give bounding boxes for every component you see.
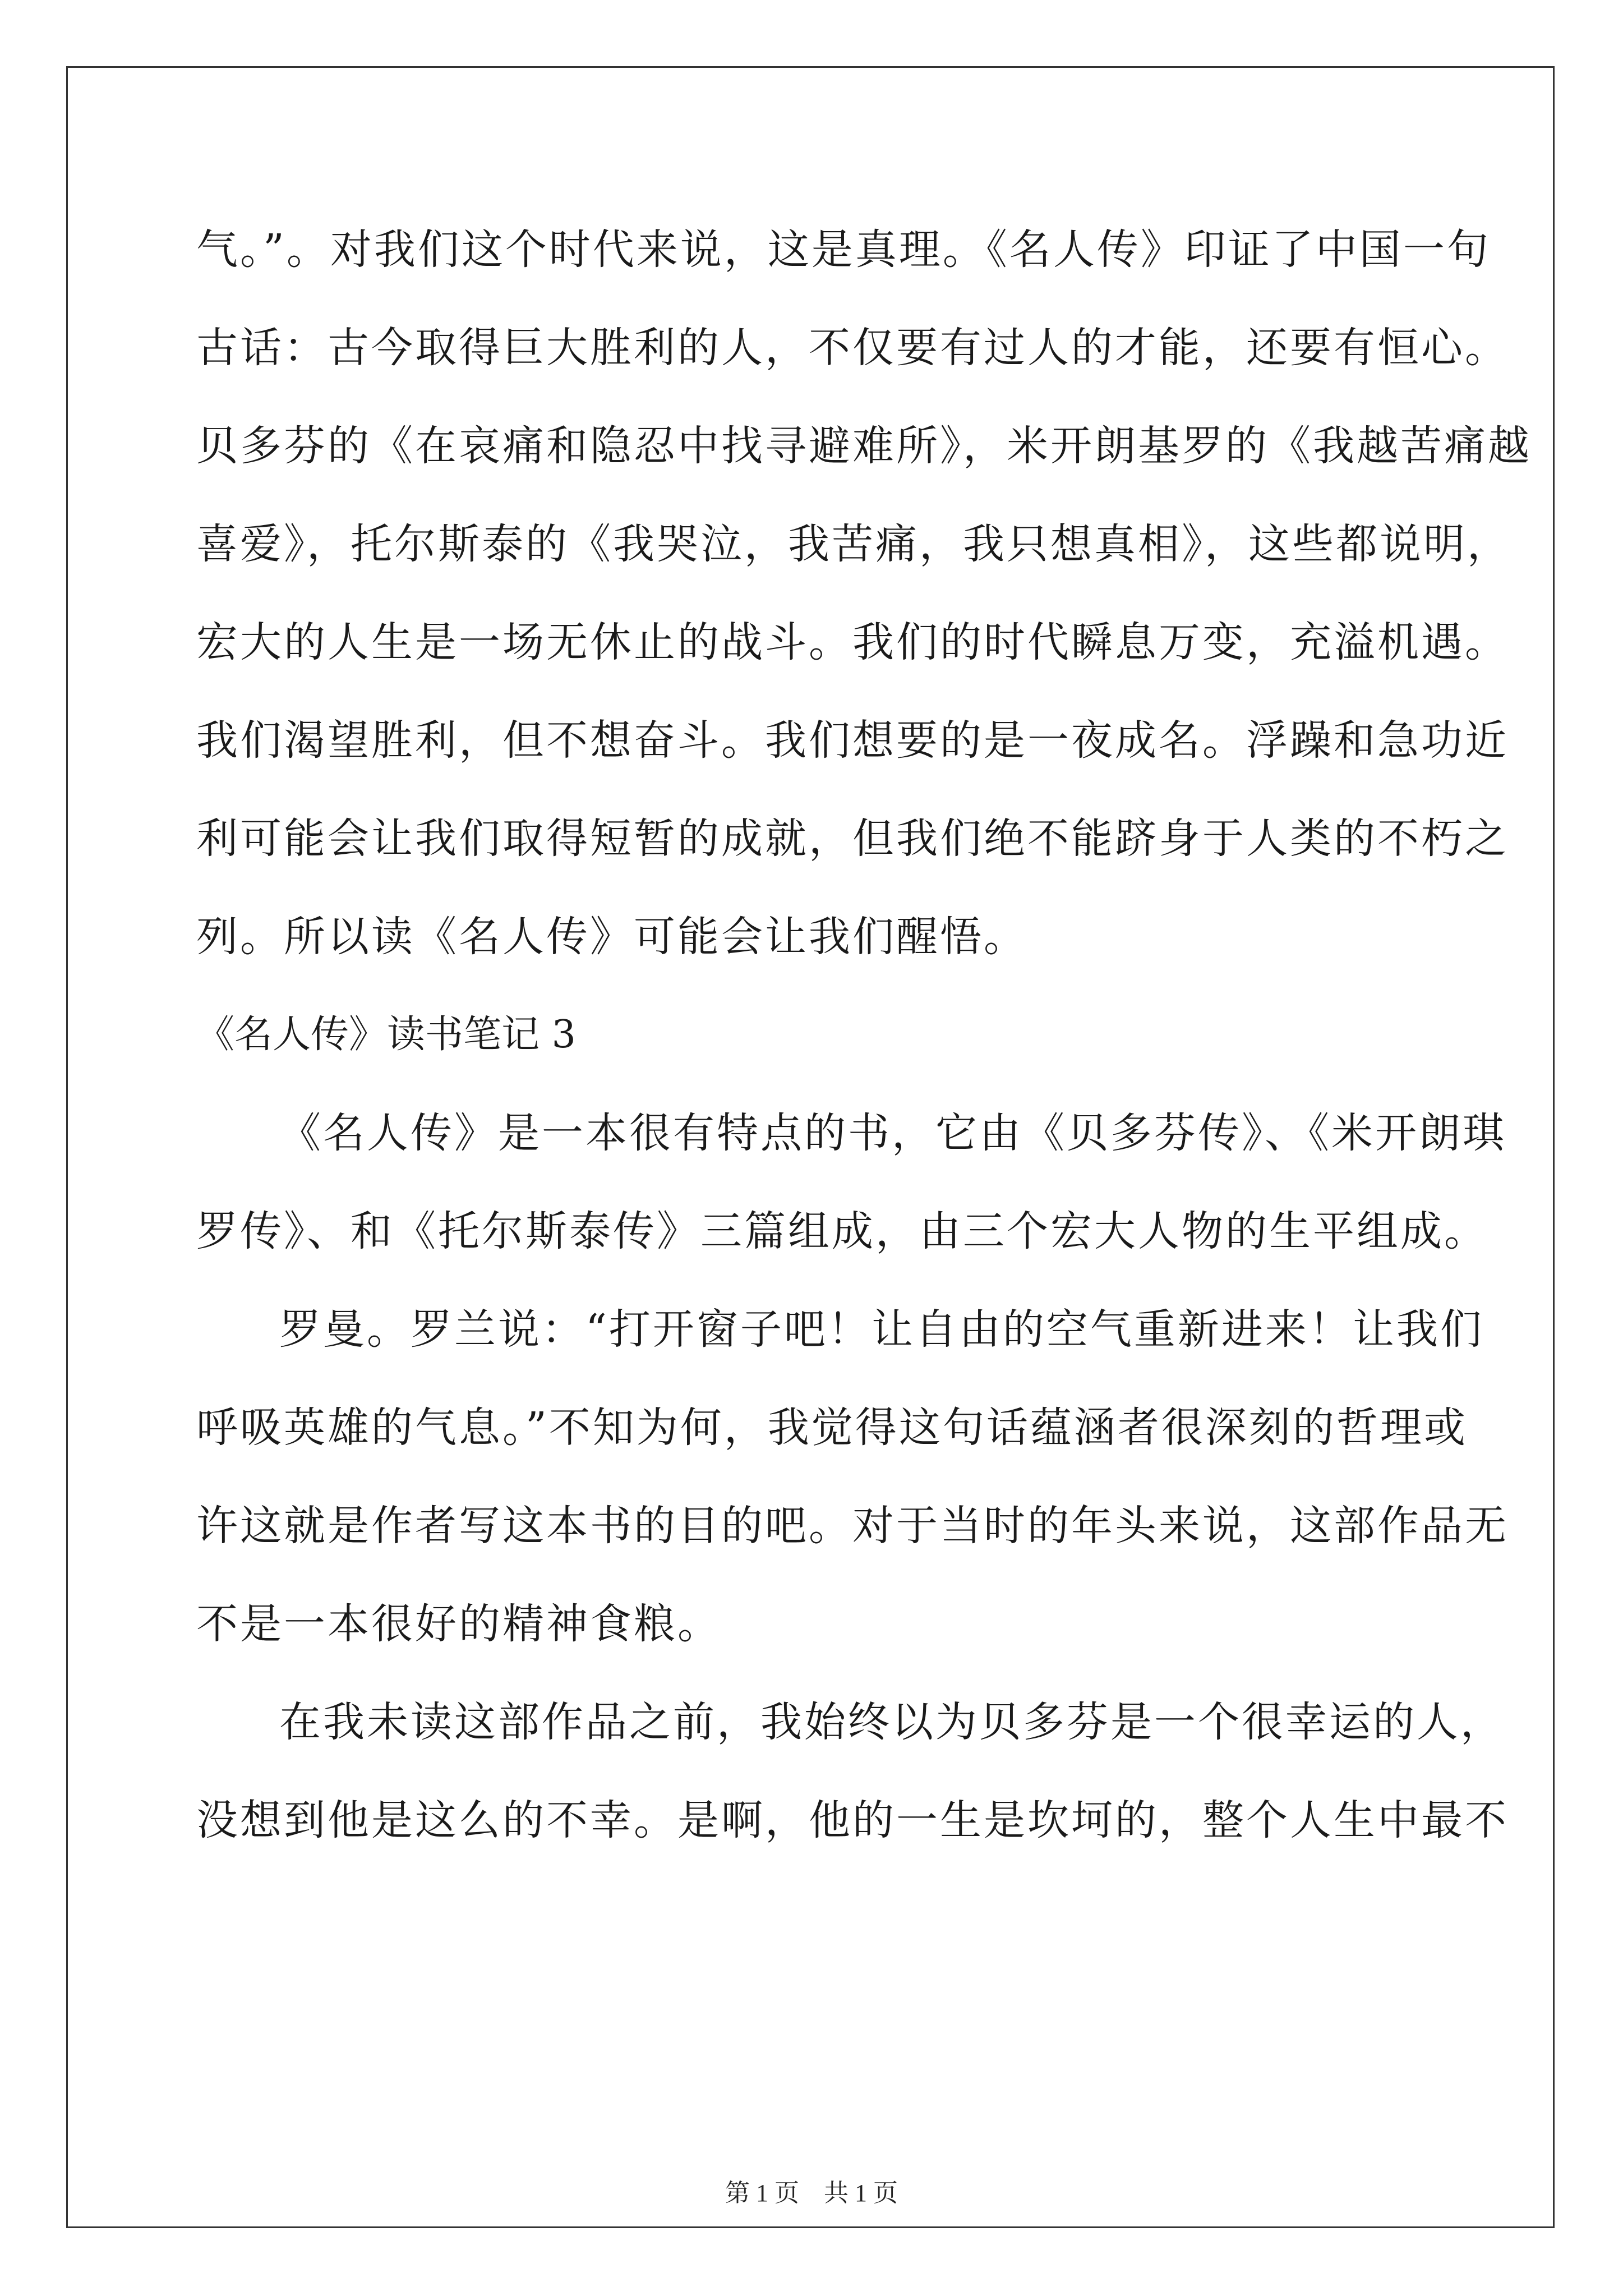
text-line: 喜爱》，托尔斯泰的《我哭泣，我苦痛，我只想真相》，这些都说明， — [196, 520, 1511, 568]
text-line: 宏大的人生是一场无休止的战斗。我们的时代瞬息万变，充溢机遇。 — [196, 618, 1509, 666]
text-line: 贝多芬的《在哀痛和隐忍中找寻避难所》，米开朗基罗的《我越苦痛越 — [196, 422, 1532, 470]
text-line: 呼吸英雄的气息。”不知为何，我觉得这句话蕴涵者很深刻的哲理或 — [196, 1404, 1468, 1452]
text-line: 《名人传》是一本很有特点的书，它由《贝多芬传》、《米开朗琪 — [279, 1109, 1506, 1157]
text-line: 罗曼。罗兰说：“打开窗子吧！让自由的空气重新进来！让我们 — [279, 1305, 1484, 1354]
page-footer: 第 1 页 共 1 页 — [725, 2179, 898, 2207]
text-line: 罗传》、和《托尔斯泰传》三篇组成，由三个宏大人物的生平组成。 — [196, 1207, 1488, 1255]
text-line: 气。”。对我们这个时代来说，这是真理。《名人传》印证了中国一句 — [196, 226, 1491, 274]
text-line: 古话：古今取得巨大胜利的人，不仅要有过人的才能，还要有恒心。 — [196, 324, 1509, 372]
text-line: 许这就是作者写这本书的目的吧。对于当时的年头来说，这部作品无 — [196, 1502, 1509, 1550]
text-line: 不是一本很好的精神食粮。 — [196, 1600, 721, 1648]
text-line: 利可能会让我们取得短暂的成就，但我们绝不能跻身于人类的不朽之 — [196, 815, 1509, 863]
text-line: 列。所以读《名人传》可能会让我们醒悟。 — [196, 913, 1027, 961]
text-line: 在我未读这部作品之前，我始终以为贝多芬是一个很幸运的人， — [279, 1698, 1504, 1746]
text-line: 没想到他是这么的不幸。是啊，他的一生是坎坷的，整个人生中最不 — [196, 1796, 1509, 1844]
section-heading: 《名人传》读书笔记 3 — [196, 1013, 576, 1057]
text-line: 我们渴望胜利，但不想奋斗。我们想要的是一夜成名。浮躁和急功近 — [196, 716, 1509, 765]
